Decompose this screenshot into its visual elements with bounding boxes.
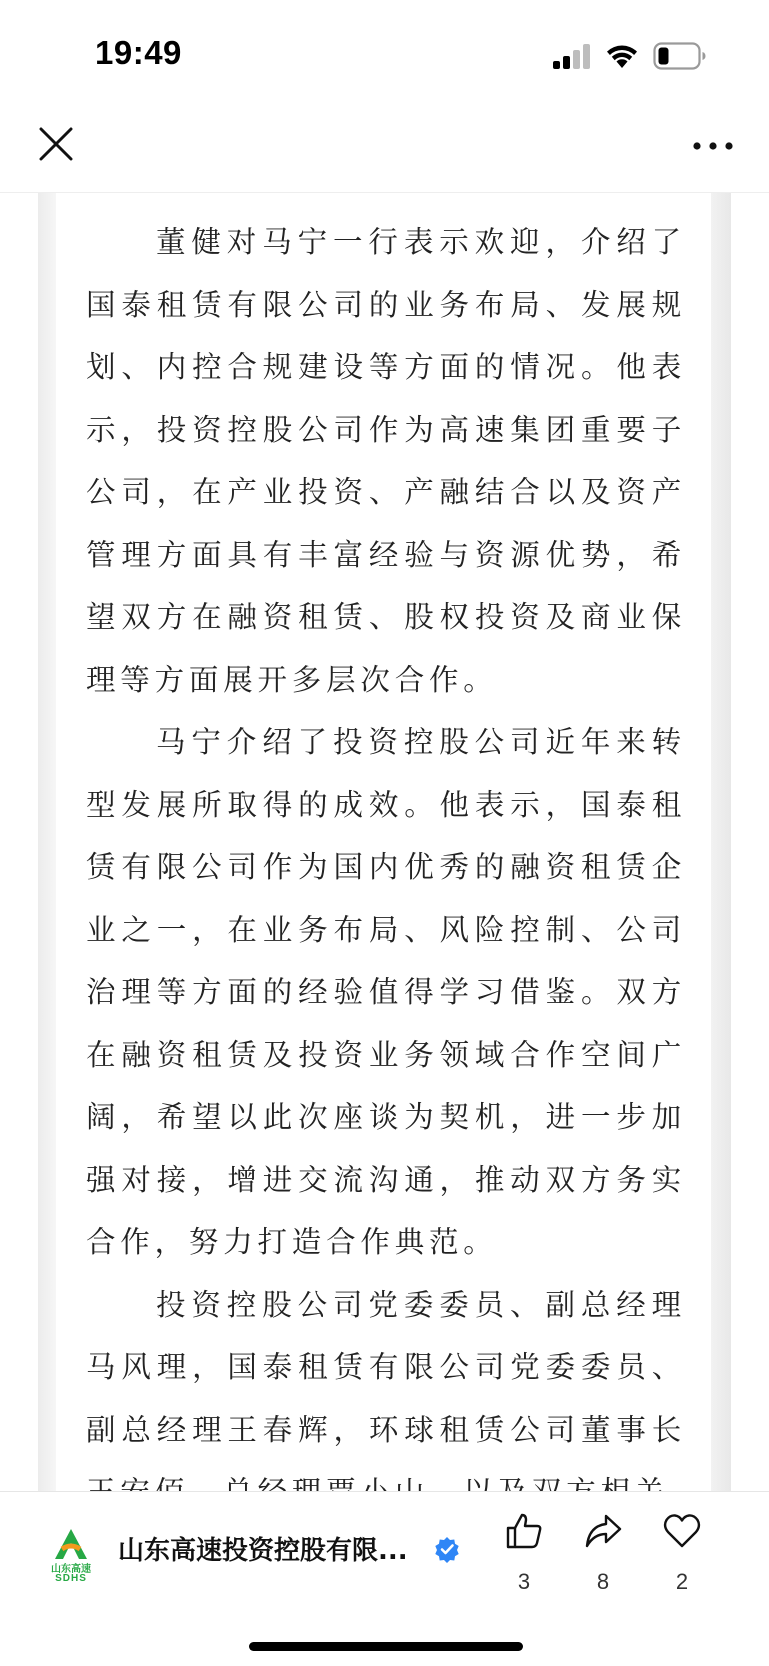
- home-indicator[interactable]: [249, 1642, 523, 1651]
- status-time: 19:49: [95, 34, 182, 71]
- favorite-button[interactable]: [652, 1512, 712, 1602]
- like-count: 3: [517, 1569, 531, 1594]
- thumbs-up-icon: [505, 1512, 543, 1550]
- battery-icon: [653, 42, 707, 70]
- content-frame-left-edge: [38, 193, 56, 1491]
- nav-bar: [0, 100, 769, 193]
- share-arrow-icon: [584, 1512, 622, 1550]
- content-frame-right-edge: [711, 193, 731, 1491]
- like-button[interactable]: [494, 1512, 554, 1602]
- account-logo[interactable]: [44, 1528, 98, 1582]
- status-bar: [0, 0, 769, 100]
- article-body: [86, 211, 686, 1524]
- article-paragraph: 马宁介绍了投资控股公司近年来转型发展所取得的成效。他表示，国泰租赁有限公司作为国内优秀的融资租赁企业之一，在业务布局、风险控制、公司治理等方面的经验值得学习借鉴。双方在融资租赁及投资业务领域合作空间广阔，希望以此次座谈为契机，进一步加强对接，增进交流沟通，推动双方务实合作，努力打造合作典范。: [86, 725, 686, 1259]
- share-count: 8: [596, 1569, 610, 1594]
- close-icon[interactable]: [34, 122, 78, 166]
- account-name[interactable]: 山东高速投资控股有限...: [118, 1536, 408, 1566]
- share-button[interactable]: [573, 1512, 633, 1602]
- article-paragraph: 投资控股公司党委委员、副总经理马风理，国泰租赁有限公司党委委员、副总经理王春辉，环球租赁公司董事长: [86, 1287, 686, 1447]
- cellular-signal-icon: [552, 44, 592, 70]
- wifi-icon: [604, 40, 640, 70]
- article-paragraph: 董健对马宁一行表示欢迎，介绍了国泰租赁有限公司的业务布局、发展规划、内控合规建设等方面的情况。他表示，投资控股公司作为高速集团重要子公司，在产业投资、产融结合以及资产管理方面具有丰富经验与资源优势，希望双方在融资租赁、股权投资及商业保理等方面展开多层次合作。: [86, 225, 686, 697]
- favorite-count: 2: [675, 1569, 689, 1594]
- more-options-icon[interactable]: [690, 126, 736, 166]
- verified-badge-icon: [434, 1536, 460, 1562]
- bottom-action-bar: [0, 1491, 769, 1666]
- sdhs-logo-icon: [44, 1528, 98, 1562]
- heart-icon: [663, 1512, 701, 1550]
- article-scroll-area[interactable]: [0, 193, 769, 1491]
- logo-text-cn: 山东高速: [51, 1564, 91, 1575]
- logo-text-en: SDHS: [55, 1573, 87, 1584]
